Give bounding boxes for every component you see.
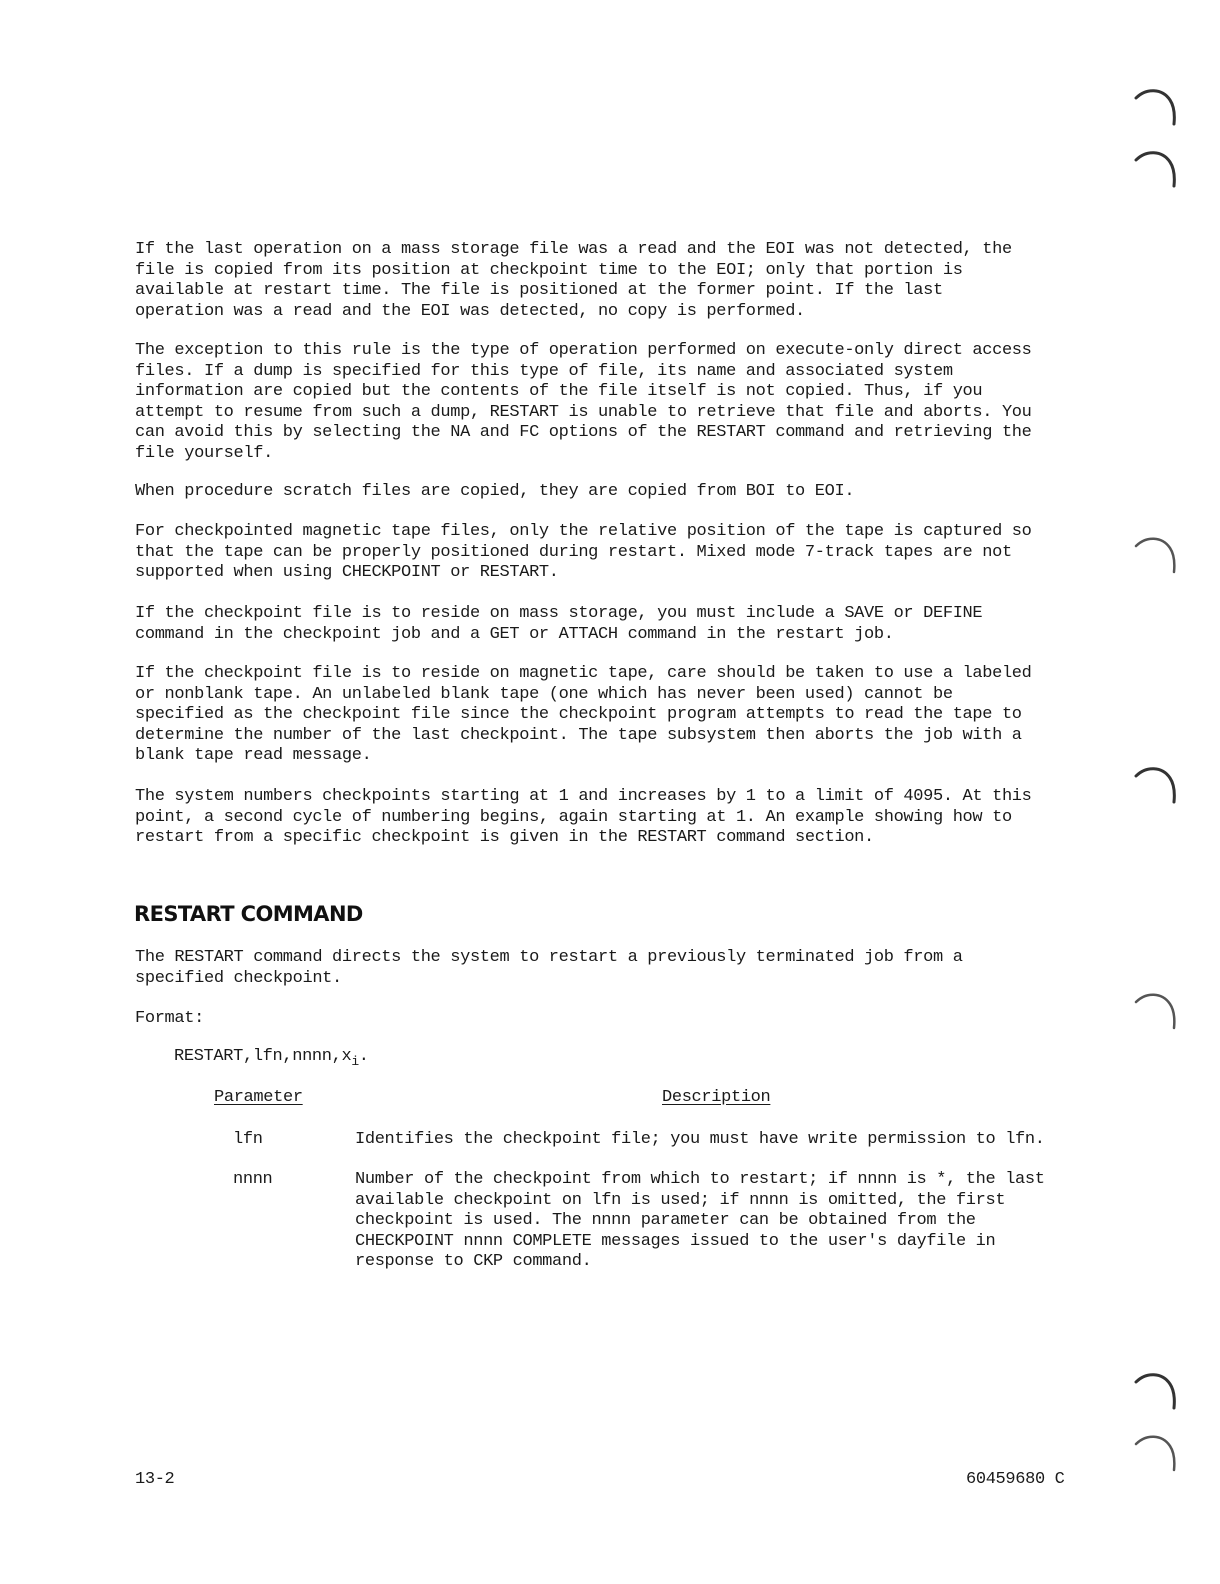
binder-punch-mark-icon	[1132, 148, 1178, 190]
binder-punch-mark-icon	[1132, 764, 1178, 806]
binder-punch-mark-icon	[1132, 1370, 1178, 1412]
paragraph-execute-only-exception: The exception to this rule is the type of operation performed on execute-only direct access files. If a dump is specified for this type of file, its name and associated system information are copied but the contents of the file itself is not copied. Thus, if you attempt to resume from such a dump, RESTART is unable to retrieve that file and aborts. You can avoid this by selecting the NA and FC options of the RESTART command and retrieving the file yourself.	[135, 341, 1032, 463]
section-intro: The RESTART command directs the system to restart a previously terminated job from a specified checkpoint.	[135, 948, 963, 988]
paragraph-tape-labeling: If the checkpoint file is to reside on magnetic tape, care should be taken to use a labeled or nonblank tape. An unlabeled blank tape (one which has never been used) cannot be specified as the checkpoint file since the checkpoint program attempts to read the tape to determine the number of the last checkpoint. The tape subsystem then aborts the job with a blank tape read message.	[135, 664, 1032, 765]
page-number: 13-2	[135, 1470, 175, 1489]
paragraph-eoi-copy: If the last operation on a mass storage file was a read and the EOI was not detected, the file is copied from its position at checkpoint time to the EOI; only that portion is available at restart time. The file is positioned at the former point. If the last operation was a read and the EOI was detected, no copy is performed.	[135, 240, 1012, 321]
format-syntax-main: RESTART,lfn,nnnn,x	[174, 1047, 352, 1066]
paragraph-checkpoint-numbering: The system numbers checkpoints starting at 1 and increases by 1 to a limit of 4095. At this point, a second cycle of numbering begins, again starting at 1. An example showing how to restart from a specific checkpoint is given in the RESTART command section.	[135, 787, 1032, 847]
paragraph-magnetic-tape: For checkpointed magnetic tape files, only the relative position of the tape is captured so that the tape can be properly positioned during restart. Mixed mode 7-track tapes are not supported when using CHECKPOINT or RESTART.	[135, 522, 1032, 582]
document-number: 60459680 C	[966, 1470, 1065, 1489]
binder-punch-mark-icon	[1132, 86, 1178, 128]
param-name-lfn: lfn	[233, 1130, 263, 1149]
param-description-lfn: Identifies the checkpoint file; you must have write permission to lfn.	[355, 1130, 1045, 1149]
table-header-parameter: Parameter	[214, 1088, 303, 1107]
format-syntax-end: .	[358, 1047, 369, 1066]
format-label: Format:	[135, 1009, 204, 1028]
binder-punch-mark-icon	[1132, 1432, 1178, 1474]
table-header-description: Description	[662, 1088, 771, 1107]
format-syntax-subscript: i	[351, 1054, 359, 1069]
paragraph-mass-storage: If the checkpoint file is to reside on mass storage, you must include a SAVE or DEFINE command in the checkpoint job and a GET or ATTACH command in the restart job.	[135, 604, 983, 644]
param-description-nnnn: Number of the checkpoint from which to restart; if nnnn is *, the last available checkpoint on lfn is used; if nnnn is omitted, the first checkpoint is used. The nnnn parameter can be obtained from the CHECKPOINT nnnn COMPLETE messages issued to the user's dayfile in response to CKP command.	[355, 1170, 1045, 1271]
binder-punch-mark-icon	[1132, 990, 1178, 1032]
format-syntax	[174, 1047, 369, 1073]
section-heading: RESTART COMMAND	[134, 902, 363, 926]
binder-punch-mark-icon	[1132, 534, 1178, 576]
param-name-nnnn: nnnn	[233, 1170, 273, 1189]
paragraph-procedure-scratch: When procedure scratch files are copied, they are copied from BOI to EOI.	[135, 482, 855, 501]
